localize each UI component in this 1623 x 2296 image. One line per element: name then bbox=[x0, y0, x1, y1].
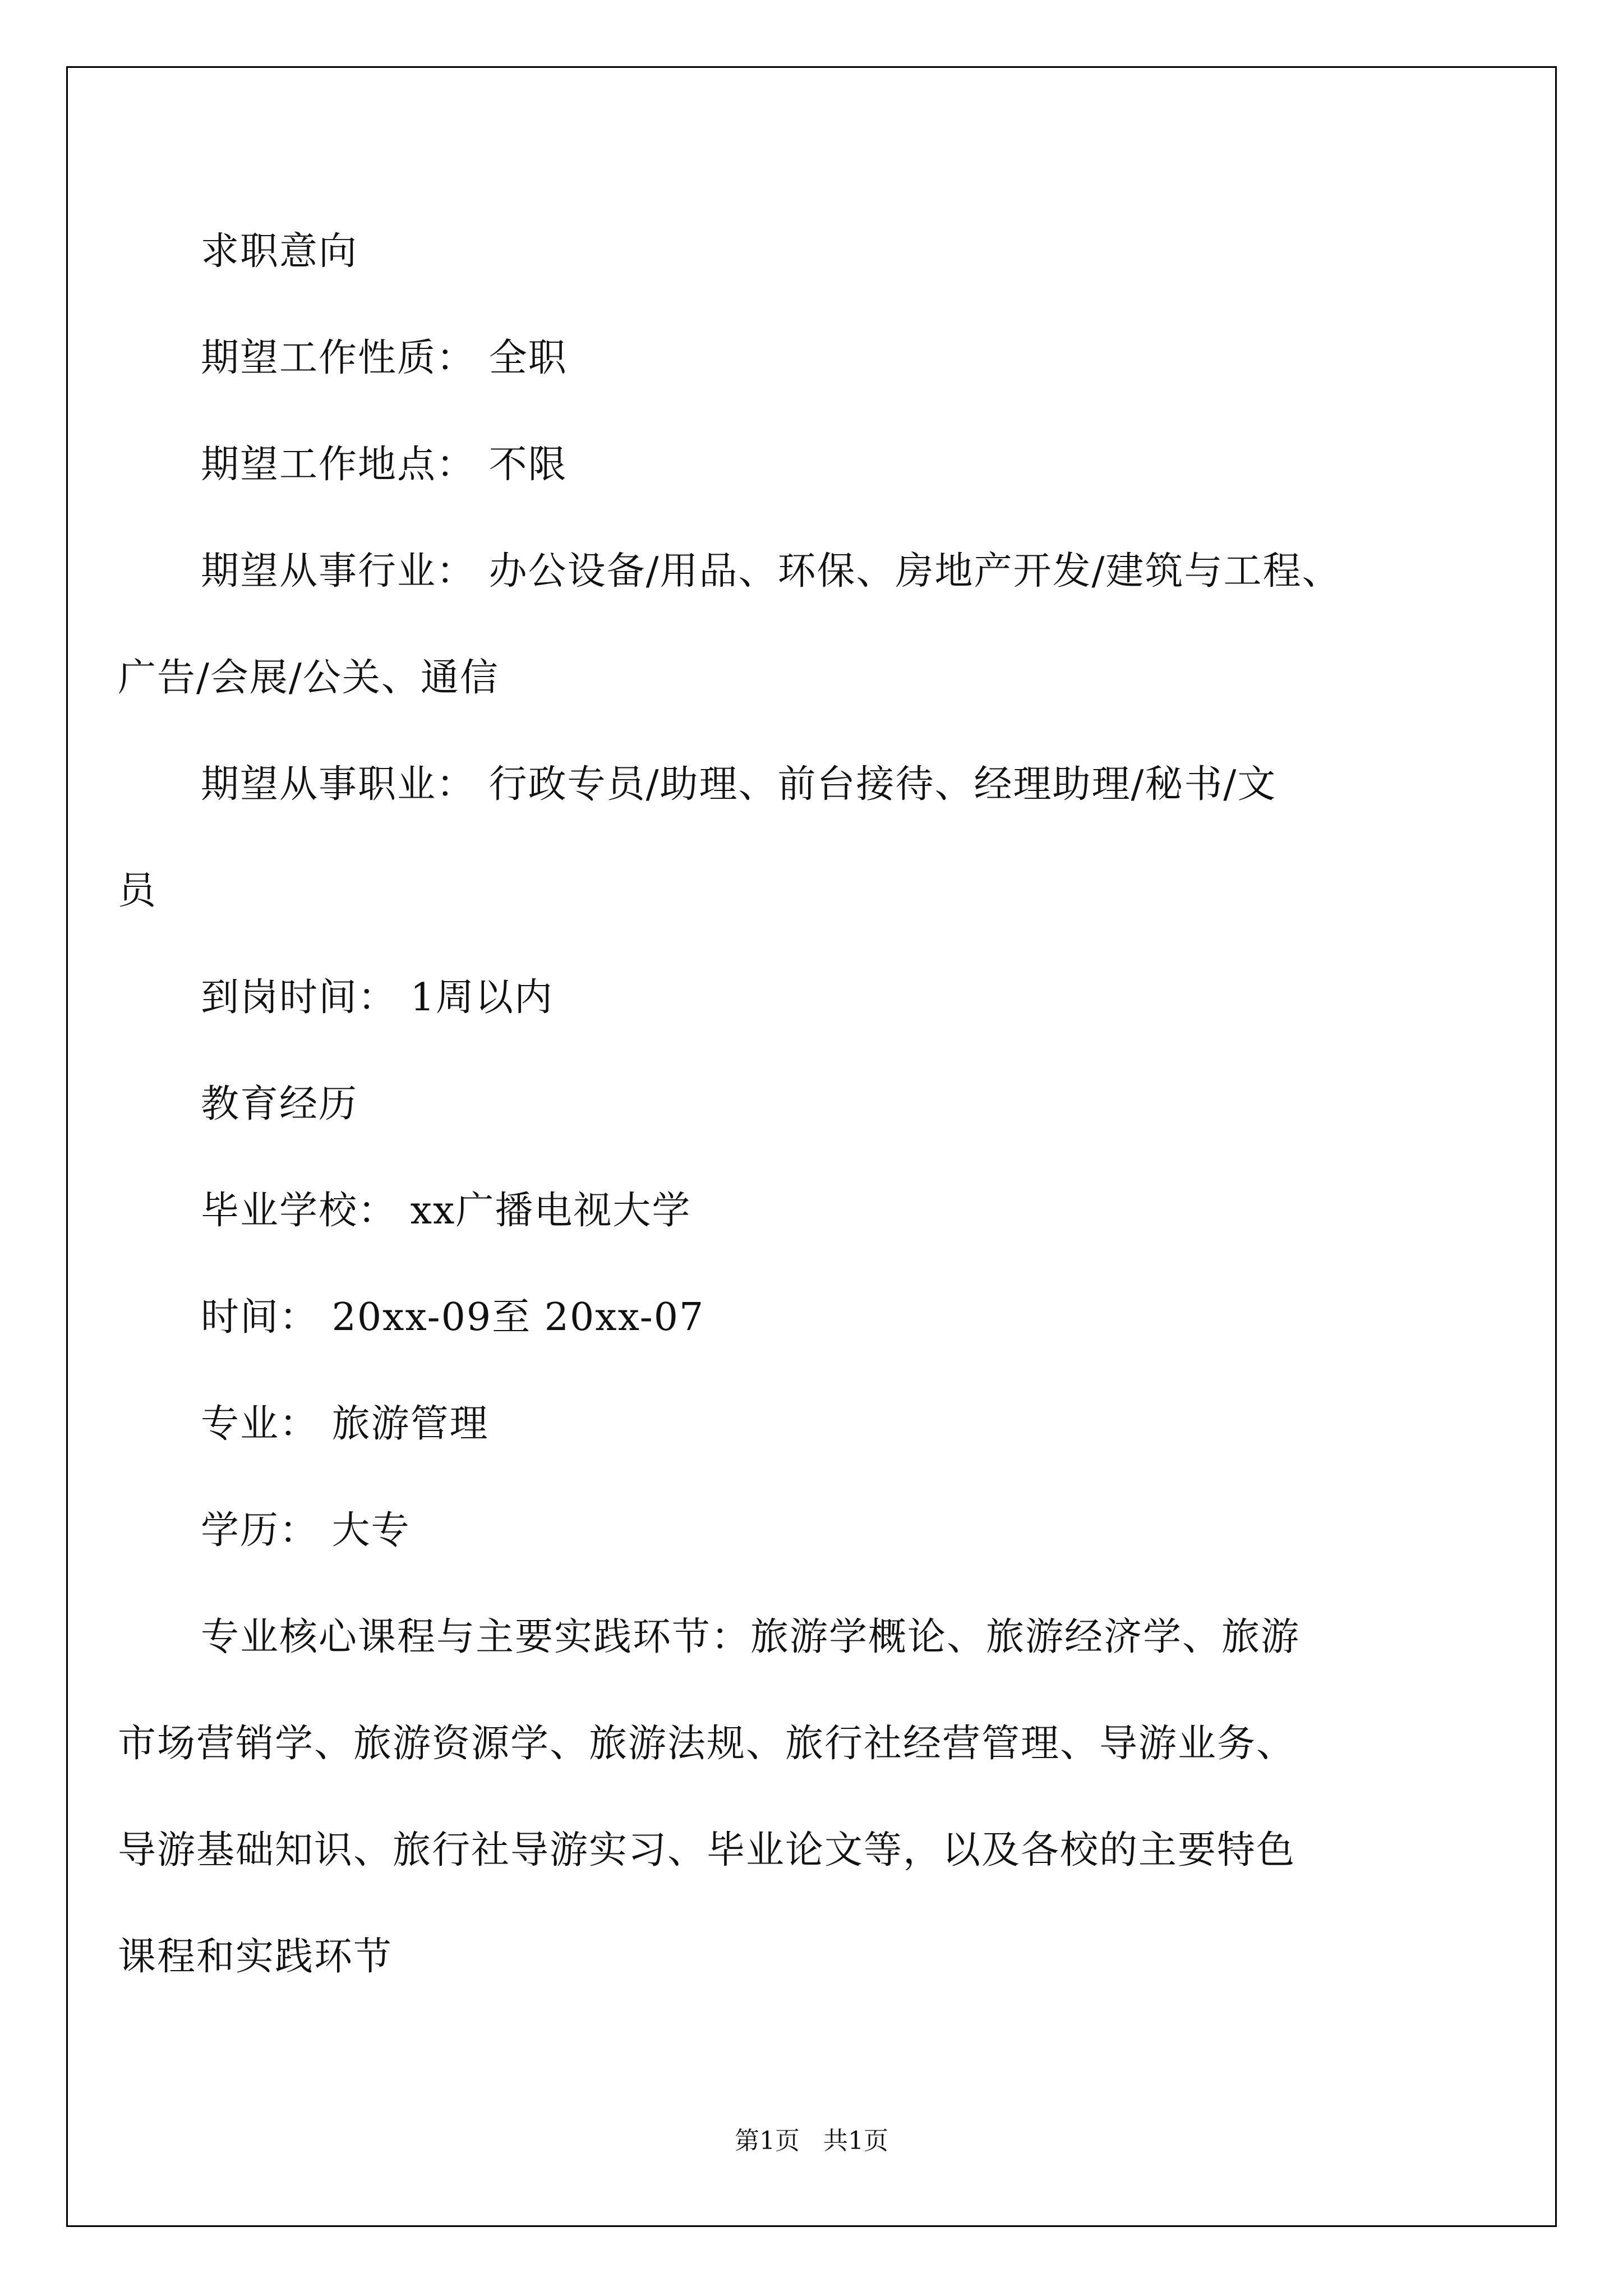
expected-industry: 期望从事行业： 办公设备/用品、环保、房地产开发/建筑与工程、 bbox=[201, 549, 1341, 593]
graduation-school: 毕业学校： xx广播电视大学 bbox=[201, 1189, 691, 1233]
expected-occupation: 期望从事职业： 行政专员/助理、前台接待、经理助理/秘书/文 bbox=[201, 762, 1277, 807]
page-border bbox=[66, 66, 1557, 2227]
expected-job-type: 期望工作性质： 全职 bbox=[201, 336, 568, 380]
section-heading-education: 教育经历 bbox=[201, 1082, 358, 1126]
core-courses-line-3: 导游基础知识、旅行社导游实习、毕业论文等，以及各校的主要特色 bbox=[118, 1828, 1296, 1872]
expected-industry-continued: 广告/会展/公关、通信 bbox=[118, 656, 499, 700]
core-courses: 专业核心课程与主要实践环节：旅游学概论、旅游经济学、旅游 bbox=[201, 1615, 1301, 1659]
core-courses-line-4: 课程和实践环节 bbox=[118, 1935, 393, 1979]
expected-job-location: 期望工作地点： 不限 bbox=[201, 443, 568, 487]
core-courses-line-2: 市场营销学、旅游资源学、旅游法规、旅行社经营管理、导游业务、 bbox=[118, 1722, 1296, 1766]
available-start-time: 到岗时间： 1周以内 bbox=[201, 976, 554, 1020]
education-level: 学历： 大专 bbox=[201, 1508, 411, 1553]
section-heading-job-intention: 求职意向 bbox=[201, 229, 358, 274]
education-period: 时间： 20xx-09至 20xx-07 bbox=[201, 1295, 705, 1340]
expected-occupation-continued: 员 bbox=[118, 869, 158, 913]
major: 专业： 旅游管理 bbox=[201, 1402, 489, 1446]
page-footer: 第1页 共1页 bbox=[735, 2127, 888, 2155]
